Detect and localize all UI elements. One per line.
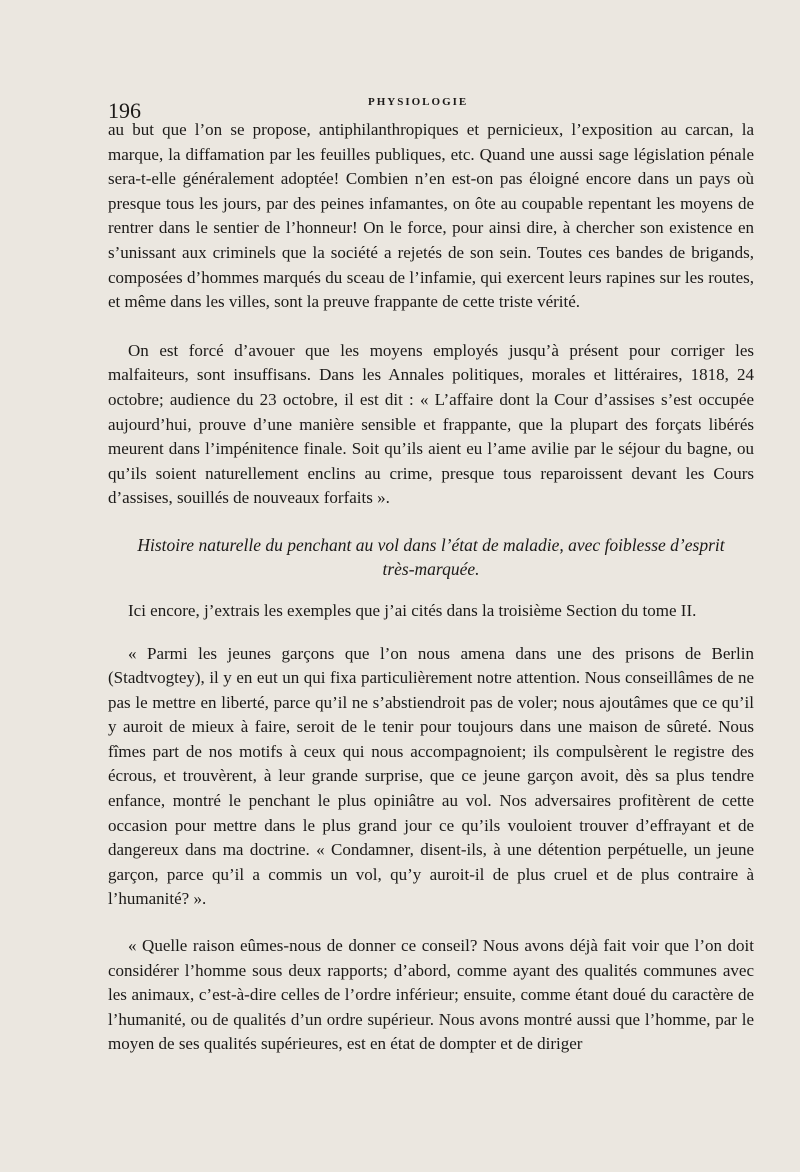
running-title: PHYSIOLOGIE: [368, 96, 469, 108]
paragraph-1: au but que l’on se propose, antiphilanthropiques et pernicieux, l’exposition au carcan, la marque, la diffamation par les feuilles publiques, etc. Quand une aussi sage législation pénale sera-t-elle généralement adoptée! Combien n’en est-on pas éloigné encore dans un pays où presque tous les jours, par des peines infamantes, on ôte au coupable repentant les moyens de rentrer dans le sentier de l’honneur! On le force, pour ainsi dire, à chercher son existence en s’unissant aux criminels que la société a rejetés de son sein. Toutes ces bandes de brigands, composées d’hommes marqués du sceau de l’infamie, qui exercent leurs rapines sur les routes, et même dans les villes, sont la preuve frappante de cette triste vérité.: [108, 120, 754, 312]
paragraph-4: « Parmi les jeunes garçons que l’on nous amena dans une des prisons de Berlin (Stadtvogtey), il y en eut un qui fixa particulièrement notre attention. Nous conseillâmes de ne pas le mettre en liberté, parce qu’il ne s’abstiendroit pas de voler; nous ajoutâmes que ce qu’il y auroit de mieux à faire, seroit de le tenir pour toujours dans une maison de sûreté. Nous fîmes part de nos motifs à ceux qui nous accompagnoient; ils compulsèrent le registre des écrous, et trouvèrent, à leur grande surprise, que ce jeune garçon avoit, dès sa plus tendre enfance, montré le penchant le plus opiniâtre au vol. Nos adversaires profitèrent de cette occasion pour mettre dans le plus grand jour ce qu’ils vouloient trouver d’effrayant et de dangereux dans ma doctrine. « Condamner, disent-ils, à une détention perpétuelle, un jeune garçon, parce qu’il a commis un vol, qu’y auroit-il de plus cruel et de plus contraire à l’humanité? ».: [108, 643, 754, 909]
section-title-line-1: Histoire naturelle du penchant au vol dans l’état de maladie, avec foiblesse d’esprit: [137, 534, 725, 555]
paragraph-5: « Quelle raison eûmes-nous de donner ce conseil? Nous avons déjà fait voir que l’on doit considérer l’homme sous deux rapports; d’abord, comme ayant des qualités communes avec les animaux, c’est-à-dire celles de l’ordre inférieur; ensuite, comme étant doué du caractère de l’humanité, ou de qualités d’un ordre supérieur. Nous avons montré aussi que l’homme, par le moyen de ses qualités supérieures, est en état de dompter et de diriger: [108, 936, 754, 1054]
paragraph-3: Ici encore, j’extrais les exemples que j’ai cités dans la troisième Section du tome II.: [128, 600, 697, 620]
paragraph-2: On est forcé d’avouer que les moyens employés jusqu’à présent pour corriger les malfaiteurs, sont insuffisans. Dans les Annales politiques, morales et littéraires, 1818, 24 octobre; audience du 23 octobre, il est dit : « L’affaire dont la Cour d’assises s’est occupée aujourd’hui, prouve d’une manière sensible et frappante, que la plupart des forçats libérés meurent dans l’impénitence finale. Soit qu’ils aient eu l’ame avilie par le séjour du bagne, ou qu’ils soient naturellement enclins au crime, presque tous reparoissent devant les Cours d’assises, souillés de nouveaux forfaits ».: [108, 340, 754, 508]
section-title-line-2: très-marquée.: [382, 558, 480, 579]
page-body: [108, 118, 754, 1057]
section-title: [108, 533, 754, 581]
page-number: 196: [108, 98, 141, 123]
